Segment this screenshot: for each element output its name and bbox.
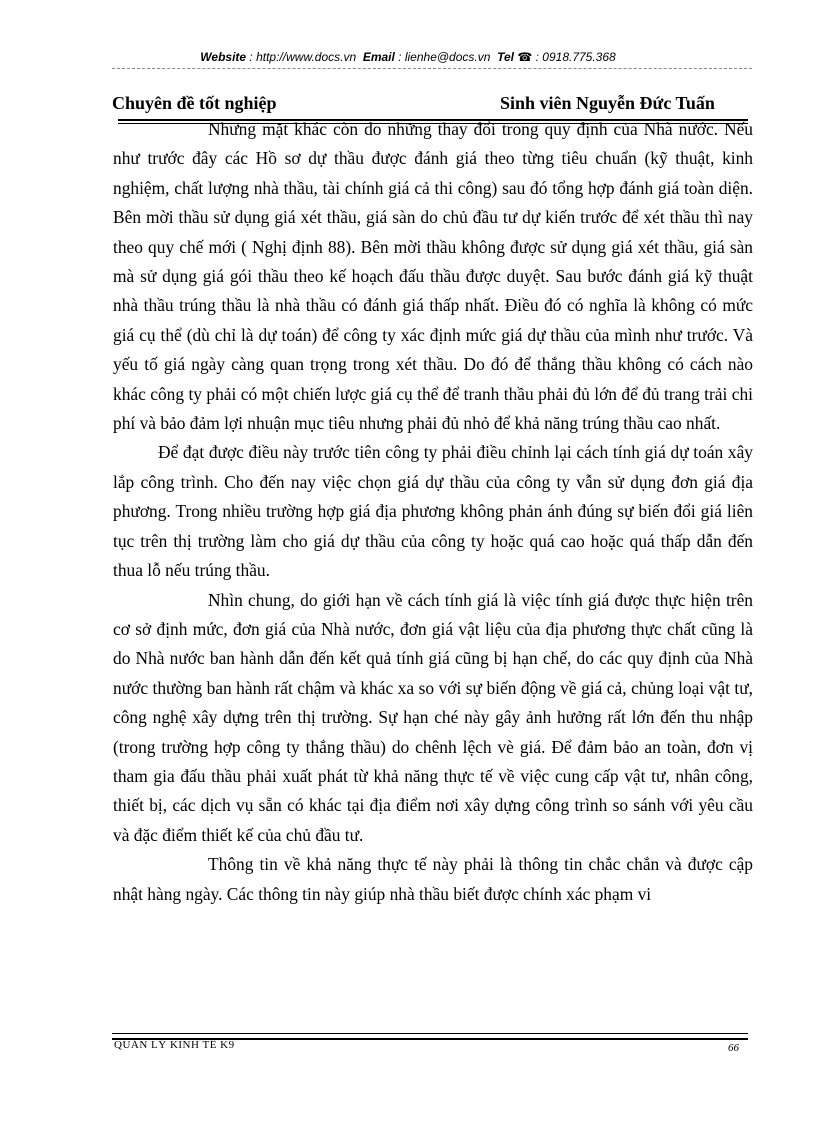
- document-body: [113, 115, 753, 909]
- header-left-title: Chuyên đề tốt nghiệp: [112, 93, 277, 113]
- site-header-divider: [112, 68, 752, 69]
- website-label: Website: [200, 50, 247, 64]
- paragraph-4: Thông tin về khả năng thực tế này phải là thông tin chắc chắn và được cập nhật hàng ngày. Các thông tin này giúp nhà thầu biết được chính xác phạm vi: [113, 854, 753, 904]
- website-value[interactable]: : http://www.docs.vn: [249, 50, 357, 64]
- footer-course-label: QUẢN LÝ KINH TẾ K9: [114, 1039, 235, 1051]
- page-number: 66: [728, 1042, 739, 1054]
- tel-value: : 0918.775.368: [535, 50, 616, 64]
- site-header-bar: [0, 50, 816, 64]
- email-label: Email: [362, 50, 395, 64]
- paragraph-3: Nhìn chung, do giới hạn về cách tính giá là việc tính giá được thực hiện trên cơ sở định mức, đơn giá của Nhà nước, đơn giá vật liệu của địa phương thực chất cũng là do Nhà nước ban hành dẫn đến kết quả tính giá cũng bị hạn chế, do các quy định của Nhà nước thường ban hành rất chậm và khác xa so với sự biến động về giá cả, chủng loại vật tư, công nghệ xây dựng trên thị trường. Sự hạn ché này gây ảnh hưởng rất lớn đến thu nhập (trong trường hợp công ty thắng thầu) do chênh lệch vè giá. Để đảm bảo an toàn, đơn vị tham gia đấu thầu phải xuất phát từ khả năng thực tế về việc cung cấp vật tư, nhân công, thiết bị, các dịch vụ sẵn có khác tại địa điểm nơi xây dựng công trình so sánh với yêu cầu và đặc điểm thiết kế của chủ đầu tư.: [113, 589, 753, 845]
- paragraph-1: Nhưng mặt khác còn do những thay đổi trong quy định của Nhà nước. Nếu như trước đây các Hồ sơ dự thầu được đánh giá theo từng tiêu chuẩn (kỹ thuật, kinh nghiệm, chất lượng nhà thầu, tài chính giá cả thi công) sau đó tổng hợp đánh giá toàn diện. Bên mời thầu sử dụng giá xét thầu, giá sàn do chủ đầu tư dự kiến trước để xét thầu thì nay theo quy chế mới ( Nghị định 88). Bên mời thầu không được sử dụng giá xét thầu, giá sàn mà sử dụng giá gói thầu theo kế hoạch đấu thầu được duyệt. Sau bước đánh giá kỹ thuật nhà thầu trúng thầu là nhà thầu có đánh giá thấp nhất. Điều đó có nghĩa là không có mức giá cụ thể (dù chỉ là dự toán) để công ty xác định mức giá dự thầu của mình như trước. Và yếu tố giá ngày càng quan trọng trong xét thầu. Do đó để thắng thầu không có cách nào khác công ty phải có một chiến lược giá cụ thể để tranh thầu phải đủ lớn để đủ trang trải chi phí và bảo đảm lợi nhuận mục tiêu nhưng phải đủ nhỏ để khả năng trúng thầu cao nhất.: [113, 119, 753, 434]
- tel-label: Tel: [497, 50, 514, 64]
- footer-divider-thin: [112, 1033, 748, 1034]
- paragraph-2: Để đạt được điều này trước tiên công ty phải điều chỉnh lại cách tính giá dự toán xây lắp công trình. Cho đến nay việc chọn giá dự thầu của công ty vẫn sử dụng đơn giá địa phương. Trong nhiều trường hợp giá địa phương không phản ánh đúng sự biến đổi giá liên tục trên thị trường làm cho giá dự thầu của công ty hoặc quá cao hoặc quá thấp dẫn đến thua lỗ nếu trúng thầu.: [113, 442, 753, 581]
- header-right-author: Sinh viên Nguyễn Đức Tuấn: [500, 93, 715, 113]
- email-value[interactable]: : lienhe@docs.vn: [398, 50, 491, 64]
- phone-icon: ☎: [517, 50, 533, 64]
